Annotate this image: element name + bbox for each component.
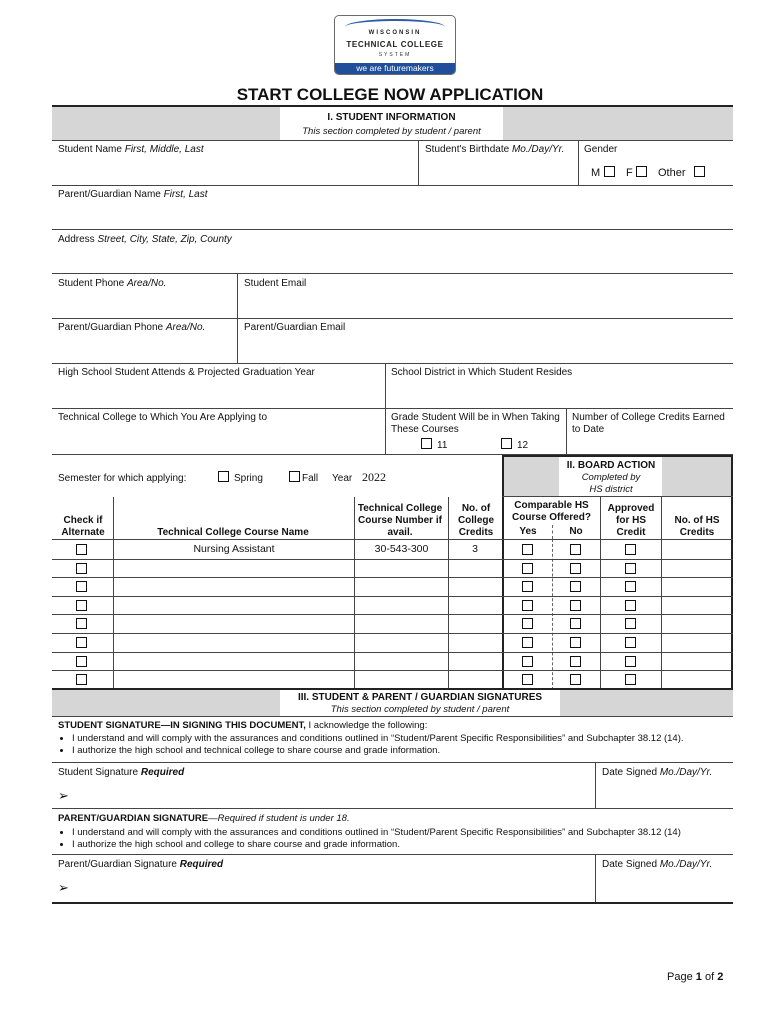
student-date-label: Date Signed Mo./Day/Yr. (602, 767, 713, 778)
comparable-no-checkbox[interactable] (570, 563, 581, 574)
hs-credits-cell[interactable] (662, 635, 731, 649)
gender-other-checkbox[interactable] (694, 166, 705, 177)
comparable-yes-checkbox[interactable] (522, 563, 533, 574)
comparable-yes-checkbox[interactable] (522, 618, 533, 629)
semester-label: Semester for which applying: (58, 473, 187, 484)
comparable-yes-checkbox[interactable] (522, 656, 533, 667)
birthdate-label: Student's Birthdate Mo./Day/Yr. (425, 144, 565, 155)
course-number-cell[interactable]: 30-543-300 (374, 543, 429, 555)
alternate-checkbox[interactable] (76, 637, 87, 648)
table-row (0, 577, 770, 596)
hs-credits-cell[interactable] (662, 561, 731, 575)
college-credits-cell[interactable]: 3 (472, 543, 478, 555)
logo-line1: WISCONSIN (368, 30, 422, 36)
col-yes: Yes (519, 526, 537, 537)
approved-checkbox[interactable] (625, 637, 636, 648)
table-row (0, 633, 770, 652)
student-bullet: • I authorize the high school and technical college to share course and grade information. (72, 745, 752, 757)
alternate-checkbox[interactable] (76, 581, 87, 592)
student-signature-field[interactable]: ➢ (58, 788, 69, 803)
fall-checkbox[interactable] (289, 471, 300, 482)
hs-credits-cell[interactable] (662, 542, 731, 556)
comparable-yes-checkbox[interactable] (522, 674, 533, 685)
gender-f-label: F (626, 167, 633, 179)
logo-tagline: we are futuremakers (335, 63, 455, 74)
parent-sig-bullets (56, 827, 752, 851)
section1-heading: I. STUDENT INFORMATION (327, 112, 456, 123)
approved-checkbox[interactable] (625, 656, 636, 667)
student-email-label: Student Email (244, 278, 307, 289)
comparable-no-checkbox[interactable] (570, 637, 581, 648)
col-alternate: Check if Alternate (61, 515, 105, 538)
comparable-no-checkbox[interactable] (570, 656, 581, 667)
year-value[interactable]: 2022 (362, 470, 386, 484)
alternate-checkbox[interactable] (76, 618, 87, 629)
comparable-yes-checkbox[interactable] (522, 544, 533, 555)
table-row (0, 652, 770, 671)
grade-11-label: 11 (437, 440, 448, 451)
table-row (0, 540, 770, 559)
parent-name-label: Parent/Guardian Name First, Last (58, 189, 208, 200)
gender-label: Gender (584, 144, 618, 155)
approved-checkbox[interactable] (625, 544, 636, 555)
credits-earned-label: Number of College Credits Earned to Date (572, 412, 725, 435)
high-school-label: High School Student Attends & Projected Graduation Year (58, 367, 315, 378)
col-no: No (569, 526, 583, 537)
parent-bullet: • I authorize the high school and college to share course and grade information. (72, 839, 752, 851)
page-title: START COLLEGE NOW APPLICATION (236, 85, 544, 104)
col-course-number: Technical College Course Number if avail. (357, 503, 443, 538)
hs-credits-cell[interactable] (662, 672, 731, 686)
fall-label: Fall (302, 473, 319, 484)
grade-label: Grade Student Will be in When Taking These Courses (391, 412, 560, 435)
grade-12-checkbox[interactable] (501, 438, 512, 449)
table-row (0, 596, 770, 615)
hs-credits-cell[interactable] (662, 616, 731, 630)
comparable-no-checkbox[interactable] (570, 674, 581, 685)
approved-checkbox[interactable] (625, 674, 636, 685)
student-bullet: • I understand and will comply with the assurances and conditions outlined in “Student/Parent Specific Responsibilities” and Subchapter 38.12 (14). (72, 733, 752, 745)
section2-heading: II. BOARD ACTION (566, 460, 656, 471)
student-phone-label: Student Phone Area/No. (58, 278, 167, 289)
hs-credits-cell[interactable] (662, 579, 731, 593)
parent-phone-label: Parent/Guardian Phone Area/No. (58, 322, 206, 333)
section3-heading: III. STUDENT & PARENT / GUARDIAN SIGNATURES (297, 692, 543, 703)
gender-m-label: M (591, 167, 601, 179)
approved-checkbox[interactable] (625, 563, 636, 574)
parent-sig-statement: PARENT/GUARDIAN SIGNATURE—Required if student is under 18. (58, 813, 350, 824)
address-label: Address Street, City, State, Zip, County (58, 234, 232, 245)
wtcs-logo (334, 15, 456, 75)
course-name-cell[interactable]: Nursing Assistant (193, 543, 275, 555)
approved-checkbox[interactable] (625, 581, 636, 592)
table-row (0, 670, 770, 689)
spring-checkbox[interactable] (218, 471, 229, 482)
parent-signature-field[interactable]: ➢ (58, 880, 69, 895)
parent-date-label: Date Signed Mo./Day/Yr. (602, 859, 713, 870)
comparable-no-checkbox[interactable] (570, 600, 581, 611)
parent-bullet: • I understand and will comply with the assurances and conditions outlined in “Student/Parent Specific Responsibilities” and Subchapter 38.12 (14) (72, 827, 752, 839)
grade-12-label: 12 (517, 440, 529, 451)
comparable-no-checkbox[interactable] (570, 544, 581, 555)
grade-11-checkbox[interactable] (421, 438, 432, 449)
student-name-label: Student Name First, Middle, Last (58, 144, 204, 155)
col-comparable: Comparable HS Course Offered? (512, 500, 591, 523)
comparable-yes-checkbox[interactable] (522, 600, 533, 611)
hs-credits-cell[interactable] (662, 598, 731, 612)
alternate-checkbox[interactable] (76, 544, 87, 555)
spring-label: Spring (234, 473, 263, 484)
section1-sub: This section completed by student / parent (302, 126, 481, 137)
alternate-checkbox[interactable] (76, 656, 87, 667)
comparable-yes-checkbox[interactable] (522, 637, 533, 648)
tech-college-label: Technical College to Which You Are Applying to (58, 412, 268, 423)
col-college-credits: No. of College Credits (457, 503, 495, 538)
comparable-no-checkbox[interactable] (570, 581, 581, 592)
col-hs-credits: No. of HS Credits (674, 515, 720, 538)
approved-checkbox[interactable] (625, 618, 636, 629)
approved-checkbox[interactable] (625, 600, 636, 611)
logo-line2: TECHNICAL COLLEGE (346, 40, 444, 49)
parent-email-label: Parent/Guardian Email (244, 322, 346, 333)
table-row (0, 614, 770, 633)
year-label: Year (332, 473, 353, 484)
gender-other-label: Other (658, 167, 686, 179)
school-district-label: School District in Which Student Resides (391, 367, 573, 378)
comparable-yes-checkbox[interactable] (522, 581, 533, 592)
alternate-checkbox[interactable] (76, 674, 87, 685)
student-sig-statement: STUDENT SIGNATURE—IN SIGNING THIS DOCUMENT, I acknowledge the following: (58, 720, 428, 731)
student-signature-label: Student Signature Required (58, 767, 185, 778)
col-course-name: Technical College Course Name (157, 527, 309, 538)
gender-f-checkbox[interactable] (636, 166, 647, 177)
section2-sub: Completed by HS district (581, 472, 641, 495)
hs-credits-cell[interactable] (662, 654, 731, 668)
section3-sub: This section completed by student / parent (330, 704, 510, 715)
gender-m-checkbox[interactable] (604, 166, 615, 177)
table-row (0, 559, 770, 578)
parent-signature-label: Parent/Guardian Signature Required (58, 859, 224, 870)
col-approved: Approved for HS Credit (607, 503, 655, 538)
comparable-no-checkbox[interactable] (570, 618, 581, 629)
student-sig-bullets (56, 733, 752, 757)
page-number: Page 1 of 2 (667, 971, 724, 983)
logo-line3: SYSTEM (378, 52, 412, 58)
alternate-checkbox[interactable] (76, 563, 87, 574)
alternate-checkbox[interactable] (76, 600, 87, 611)
